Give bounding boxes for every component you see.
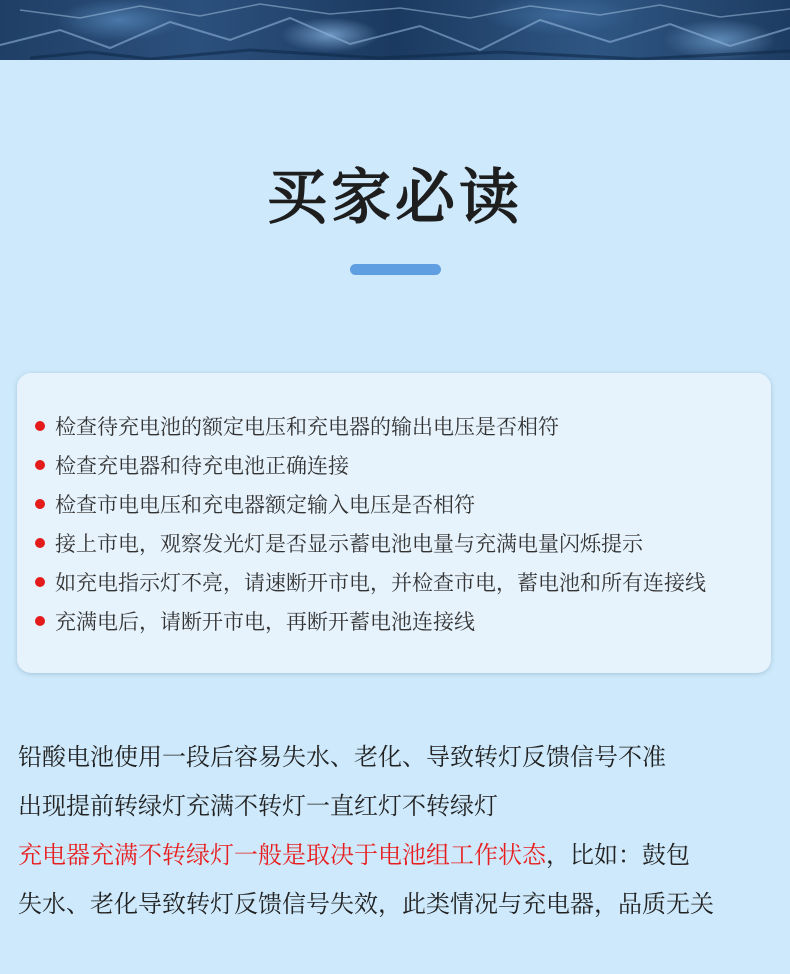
list-item (35, 445, 706, 484)
list-item-text: 如充电指示灯不亮，请速断开市电，并检查市电，蓄电池和所有连接线 (55, 570, 706, 595)
bullet-dot-icon (35, 460, 45, 470)
title-underline-bar (350, 264, 441, 275)
note-line-3-rest: ，比如：鼓包 (546, 841, 690, 869)
checklist (35, 406, 706, 640)
list-item-text: 接上市电，观察发光灯是否显示蓄电池电量与充满电量闪烁提示 (55, 531, 643, 556)
checklist-card (17, 373, 771, 673)
bullet-dot-icon (35, 577, 45, 587)
list-item-text: 检查市电电压和充电器额定输入电压是否相符 (55, 492, 475, 517)
header-photo-banner (0, 0, 790, 60)
list-item-text: 充满电后，请断开市电，再断开蓄电池连接线 (55, 609, 475, 634)
bullet-dot-icon (35, 538, 45, 548)
list-item (35, 601, 706, 640)
bullet-dot-icon (35, 421, 45, 431)
rock-texture (0, 0, 790, 60)
list-item (35, 523, 706, 562)
note-line-4: 失水、老化导致转灯反馈信号失效，此类情况与充电器，品质无关 (18, 890, 714, 918)
list-item (35, 562, 706, 601)
note-line-3 (18, 838, 690, 872)
list-item (35, 406, 706, 445)
list-item (35, 484, 706, 523)
bullet-dot-icon (35, 499, 45, 509)
page-title: 买家必读 (267, 163, 523, 233)
bullet-dot-icon (35, 616, 45, 626)
note-highlight: 充电器充满不转绿灯一般是取决于电池组工作状态 (18, 841, 546, 869)
note-line-1: 铅酸电池使用一段后容易失水、老化、导致转灯反馈信号不准 (18, 743, 666, 771)
list-item-text: 检查充电器和待充电池正确连接 (55, 453, 349, 478)
list-item-text: 检查待充电池的额定电压和充电器的输出电压是否相符 (55, 414, 559, 439)
note-line-2: 出现提前转绿灯充满不转灯一直红灯不转绿灯 (18, 792, 498, 820)
